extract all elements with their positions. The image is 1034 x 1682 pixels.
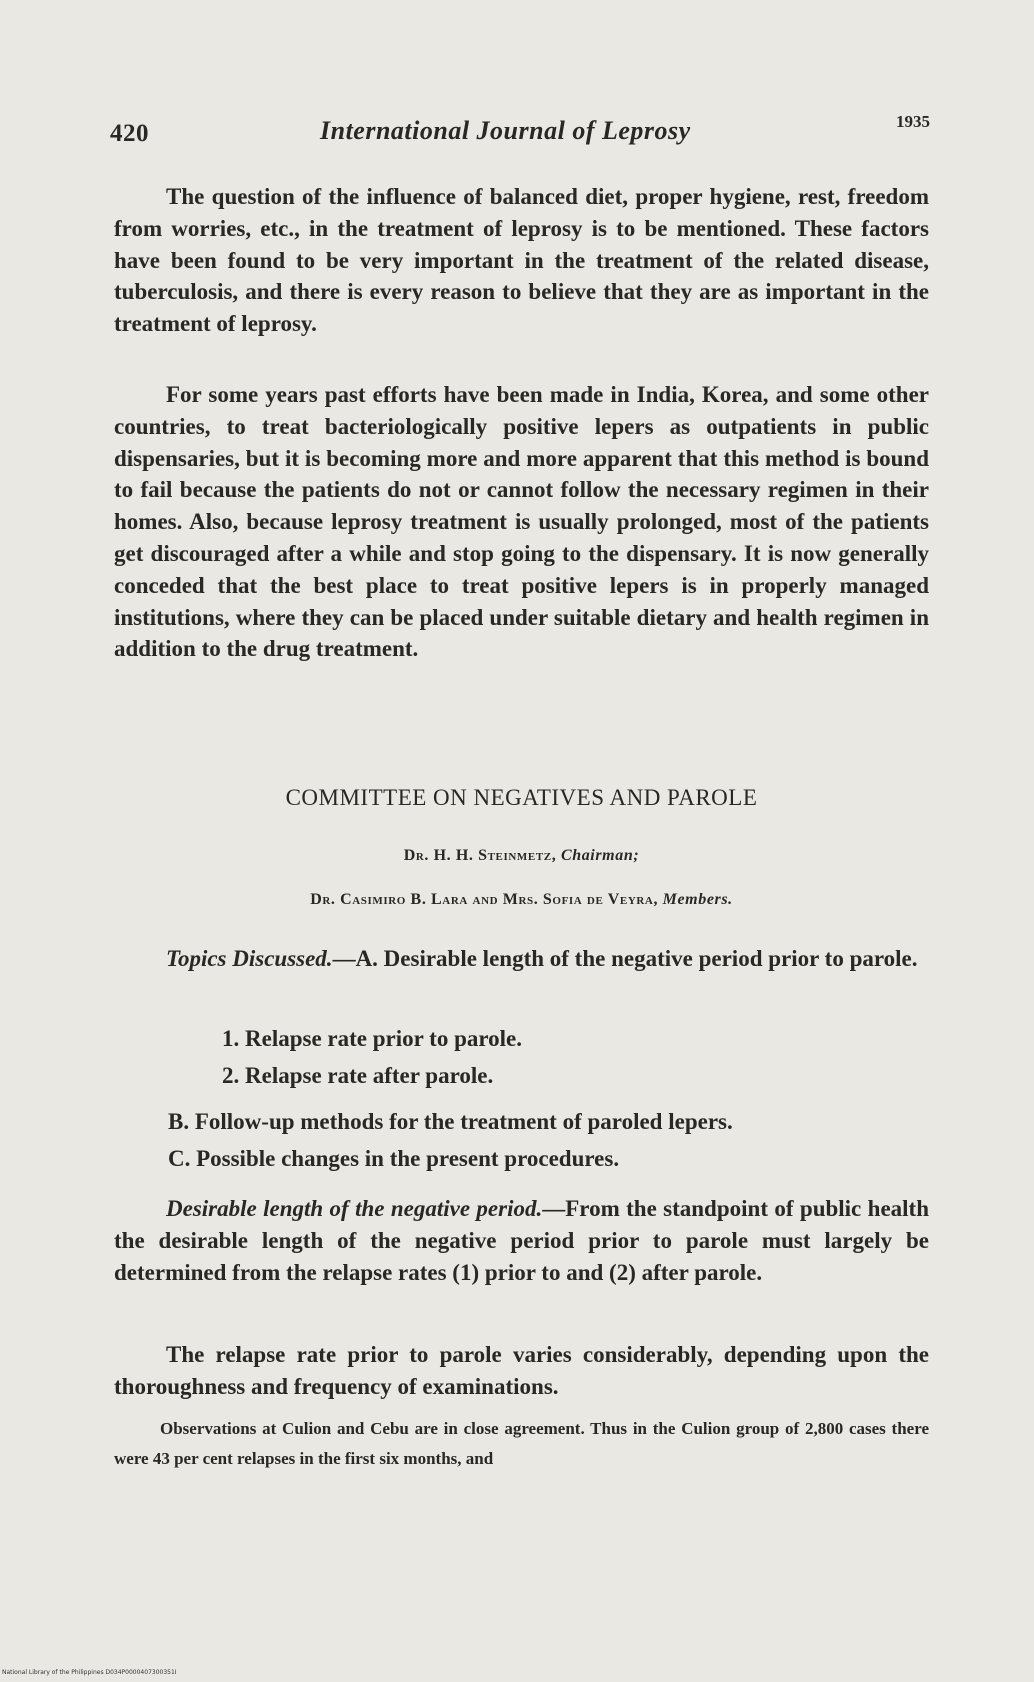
paragraph-relapse-rate: The relapse rate prior to parole varies considerably, depending upon the thoroughness and frequency of examinations. [114, 1342, 929, 1399]
committee-heading: COMMITTEE ON NEGATIVES AND PAROLE [285, 785, 758, 810]
members-names: Dr. Casimiro B. Lara and Mrs. Sofia de Veyra, [310, 891, 659, 908]
section-lead: Desirable length of the negative period. [166, 1196, 543, 1221]
committee-members-line [114, 891, 929, 909]
topics-text: —A. Desirable length of the negative period prior to parole. [332, 946, 918, 971]
chairman-name: Dr. H. H. Steinmetz, [403, 847, 557, 864]
page-number: 420 [110, 120, 149, 147]
paragraph-outpatient-treatment: For some years past efforts have been made in India, Korea, and some other countries, to treat bacteriologically positive lepers as outpatients in public dispensaries, but it is becoming more and more apparent that this method is bound to fail because the patients do not or cannot follow the necessary regimen in their homes. Also, because leprosy treatment is usually prolonged, most of the patients get discouraged after a while and stop going to the dispensary. It is now generally conceded that the best place to treat positive lepers is in properly managed institutions, where they can be placed under suitable dietary and health regimen in addition to the drug treatment. [114, 382, 929, 662]
paragraph-negative-period [114, 1193, 929, 1288]
topic-item-2: 2. Relapse rate after parole. [222, 1063, 494, 1088]
publication-year: 1935 [896, 112, 930, 131]
members-role: Members. [662, 891, 733, 908]
running-head [110, 112, 936, 152]
topics-discussed [114, 943, 929, 975]
chairman-role: Chairman; [560, 847, 640, 864]
archive-footer-note: National Library of the Philippines D034P0000407300351I [2, 1669, 177, 1676]
paragraph-observations: Observations at Culion and Cebu are in close agreement. Thus in the Culion group of 2,800 cases there were 43 per cent relapses in the first six months, and [114, 1419, 929, 1468]
topic-item-1: 1. Relapse rate prior to parole. [222, 1026, 523, 1051]
topic-item-b: B. Follow-up methods for the treatment of paroled lepers. [168, 1109, 733, 1134]
topic-item-c: C. Possible changes in the present procedures. [168, 1146, 620, 1171]
paragraph-diet-hygiene: The question of the influence of balanced diet, proper hygiene, rest, freedom from worries, etc., in the treatment of leprosy is to be mentioned. These factors have been found to be very important in the treatment of the related disease, tuberculosis, and there is every reason to believe that they are as important in the treatment of leprosy. [114, 184, 929, 337]
topics-lead: Topics Discussed. [166, 946, 333, 971]
committee-chairman-line [114, 847, 929, 865]
journal-title: International Journal of Leprosy [320, 116, 691, 145]
section-text: —From the standpoint of public health the desirable length of the negative period prior to parole must largely be determined from the relapse rates (1) prior to and (2) after parole. [114, 1196, 929, 1285]
